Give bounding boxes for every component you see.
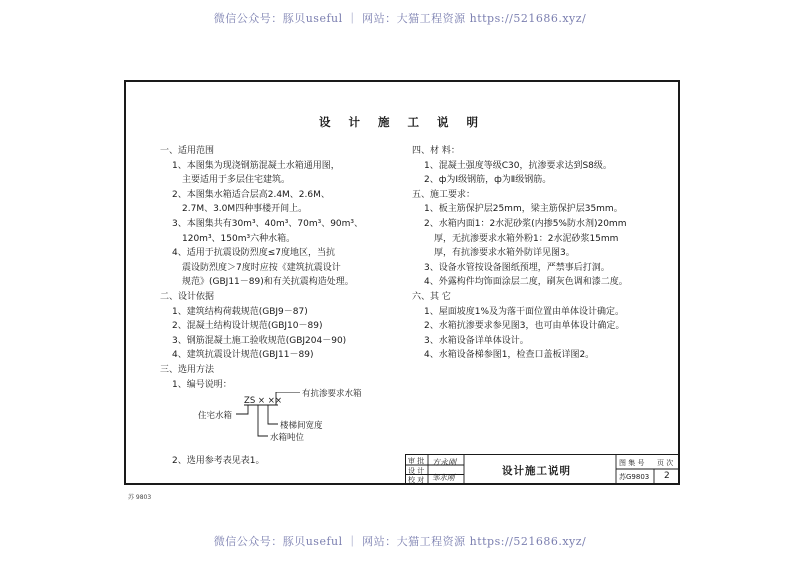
list-item: 3、设备水管按设备图纸预埋，严禁事后打洞。 — [424, 262, 610, 273]
drawing-frame — [124, 80, 680, 485]
check-label: 校 对 — [408, 476, 425, 484]
tonnage-label: 水箱吨位 — [270, 433, 305, 444]
section-heading: 三、选用方法 — [160, 364, 215, 375]
page-number: 2 — [664, 471, 670, 481]
list-item: 震设防烈度＞7度时应按《建筑抗震设计 — [182, 262, 341, 273]
section-heading: 四、材 料： — [412, 146, 460, 156]
design-label: 设 计 — [408, 467, 425, 475]
watermark-bottom: 微信公众号：豚贝useful ｜ 网站：大猫工程资源 https://521686.xyz/ — [213, 535, 587, 548]
list-item: 1、本图集为现浇钢筋混凝土水箱通用图， — [172, 160, 340, 171]
list-item: 3、水箱设备详单体设计。 — [424, 335, 529, 346]
list-item: 2、选用参考表见表1。 — [172, 456, 265, 467]
signature: 邹永刚 — [432, 473, 455, 482]
list-item: 2.7M、3.0M四种事楼开间上。 — [182, 204, 308, 215]
approve-label: 审 批 — [408, 457, 425, 465]
section-materials — [412, 144, 672, 188]
list-item: 厚，无抗渗要求水箱外粉1：2水泥砂浆15mm — [434, 233, 619, 244]
left-column — [160, 144, 390, 469]
section-heading: 六、其 它 — [412, 291, 451, 302]
atlas-number-label: 图 集 号 — [619, 459, 645, 467]
title-block — [405, 454, 678, 483]
list-item: 1、混凝土强度等级C30，抗渗要求达到S8级。 — [424, 160, 612, 171]
page-label: 页 次 — [657, 459, 674, 467]
list-item: 3、本图集共有30m³、40m³、70m³、90m³、 — [172, 218, 364, 229]
list-item: 3、钢筋混凝土施工验收规范(GBJ204－90) — [172, 335, 347, 346]
footer-mark: 苏 9803 — [128, 494, 152, 501]
atlas-number: 苏G9803 — [619, 473, 650, 481]
section-heading: 二、设计依据 — [160, 291, 215, 302]
list-item: 厚，有抗渗要求水箱外防详见图3。 — [434, 248, 575, 259]
list-item: 4、外露构件均饰面涂层二度，刷灰色调和漆二度。 — [424, 277, 628, 288]
list-item: 1、屋面坡度1%及为落干面位置由单体设计确定。 — [424, 306, 625, 317]
right-column — [412, 144, 672, 363]
list-item: 规范》(GBJ11－89)和有关抗震构造处理。 — [182, 277, 354, 288]
section-basis — [160, 290, 390, 363]
anti-seep-label: 有抗渗要求水箱 — [302, 389, 362, 400]
stair-span-label: 楼梯间宽度 — [280, 421, 323, 432]
list-item: 2、水箱抗渗要求参见图3，也可由单体设计确定。 — [424, 321, 625, 332]
list-item: 2、混凝土结构设计规范(GBJ10－89) — [172, 321, 323, 332]
list-item: 4、水箱设备梯参图1，检查口盖板详图2。 — [424, 350, 595, 361]
list-item: 2、本图集水箱适合层高2.4M、2.6M、 — [172, 189, 330, 200]
section-heading: 五、施工要求： — [412, 189, 476, 200]
block-title: 设计施工说明 — [502, 465, 571, 477]
section-construction — [412, 188, 672, 290]
signature: 方永刚 — [432, 458, 456, 467]
section-heading: 一、适用范围 — [160, 146, 215, 156]
list-item: 主要适用于多层住宅建筑。 — [182, 175, 291, 186]
list-item: 2、ф为Ⅰ级钢筋，ф为Ⅱ级钢筋。 — [424, 175, 552, 186]
house-tank-label: 住宅水箱 — [198, 411, 233, 422]
list-item: 1、板主筋保护层25mm，梁主筋保护层35mm。 — [424, 204, 623, 215]
page-title: 设 计 施 工 说 明 — [318, 115, 486, 129]
code-diagram — [160, 389, 390, 454]
watermark-top: 微信公众号：豚贝useful ｜ 网站：大猫工程资源 https://521686.xyz/ — [213, 12, 587, 25]
list-item: 1、编号说明： — [172, 379, 232, 390]
list-item: 4、适用于抗震设防烈度≤7度地区，当抗 — [172, 248, 335, 259]
section-scope — [160, 144, 390, 290]
list-item: 4、建筑抗震设计规范(GBJ11－89) — [172, 350, 314, 361]
section-other — [412, 290, 672, 363]
list-item: 1、建筑结构荷载规范(GBJ9－87) — [172, 306, 308, 317]
section-selection — [160, 363, 390, 469]
list-item: 120m³、150m³六种水箱。 — [182, 233, 296, 244]
code-label: ZS × ×× — [244, 396, 282, 407]
list-item: 2、水箱内面1：2水泥砂浆(内掺5%防水剂)20mm — [424, 218, 627, 229]
